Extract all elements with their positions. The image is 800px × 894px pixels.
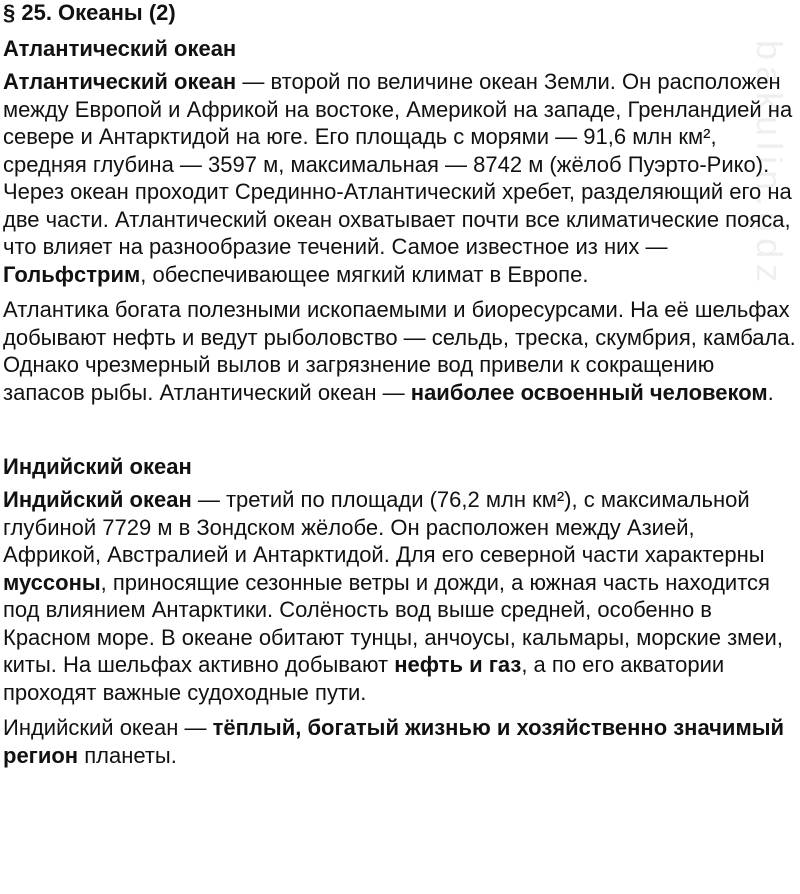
indian-text-1: — третий по площади (76,2 млн км²), с максимальной глубиной 7729 м в Зондском жёлобе. Он расположен между Азией, Африкой, Австралией и Антарктидой. Для его северной части характерны [3,487,765,567]
monsoons-term: муссоны [3,569,101,595]
indian-emphasis: тёплый, богатый жизнью и хозяйственно значимый регион [3,715,785,768]
indian-text-5: планеты. [78,742,177,768]
atlantic-emphasis: наиболее освоенный человеком [410,379,768,405]
indian-text-3: , а по его акватории проходят важные судоходные пути. [3,652,725,705]
oil-gas-term: нефть и газ [394,652,522,677]
atlantic-heading: Атлантический океан [3,36,237,61]
atlantic-text-3: Атлантика богата полезными ископаемыми и биоресурсами. На её шельфах добывают нефть и ведут рыболовство — сельдь, треска, скумбрия, камбала. Однако чрезмерный вылов и загрязнение вод привели к сокращению запасов рыбы. Атлантический океан — [3,297,796,405]
page-title: § 25. Океаны (2) [3,0,176,25]
indian-term: Индийский океан [3,487,192,512]
indian-paragraph-1 [3,486,797,706]
atlantic-text-2: , обеспечивающее мягкий климат в Европе. [140,261,589,287]
indian-heading: Индийский океан [3,454,192,479]
atlantic-paragraph-1 [3,68,797,288]
watermark: bakulin.gdz [749,40,790,289]
atlantic-term: Атлантический океан [3,69,237,94]
atlantic-paragraph-2 [3,296,797,406]
indian-paragraph-2 [3,714,797,769]
gulfstream-term: Гольфстрим [3,261,141,287]
atlantic-text-4: . [767,379,774,405]
indian-text-4: Индийский океан — [3,715,213,740]
atlantic-text-1: — второй по величине океан Земли. Он расположен между Европой и Африкой на востоке, Америкой на западе, Гренландией на севере и Антарктидой на юге. Его площадь с морями — 91,6 млн км², средняя глубина — 3597 м, максимальная — 8742 м (жёлоб Пуэрто-Рико). Через океан проходит Срединно-Атлантический хребет, разделяющий его на две части. Атлантический океан охватывает почти все климатические пояса, что влияет на разнообразие течений. Самое известное из них — [3,69,793,259]
indian-text-2: , приносящие сезонные ветры и дожди, а южная часть находится под влиянием Антарктики. Солёность вод выше средней, особенно в Красном море. В океане обитают тунцы, анчоусы, кальмары, морские змеи, киты. На шельфах активно добывают [3,569,783,677]
